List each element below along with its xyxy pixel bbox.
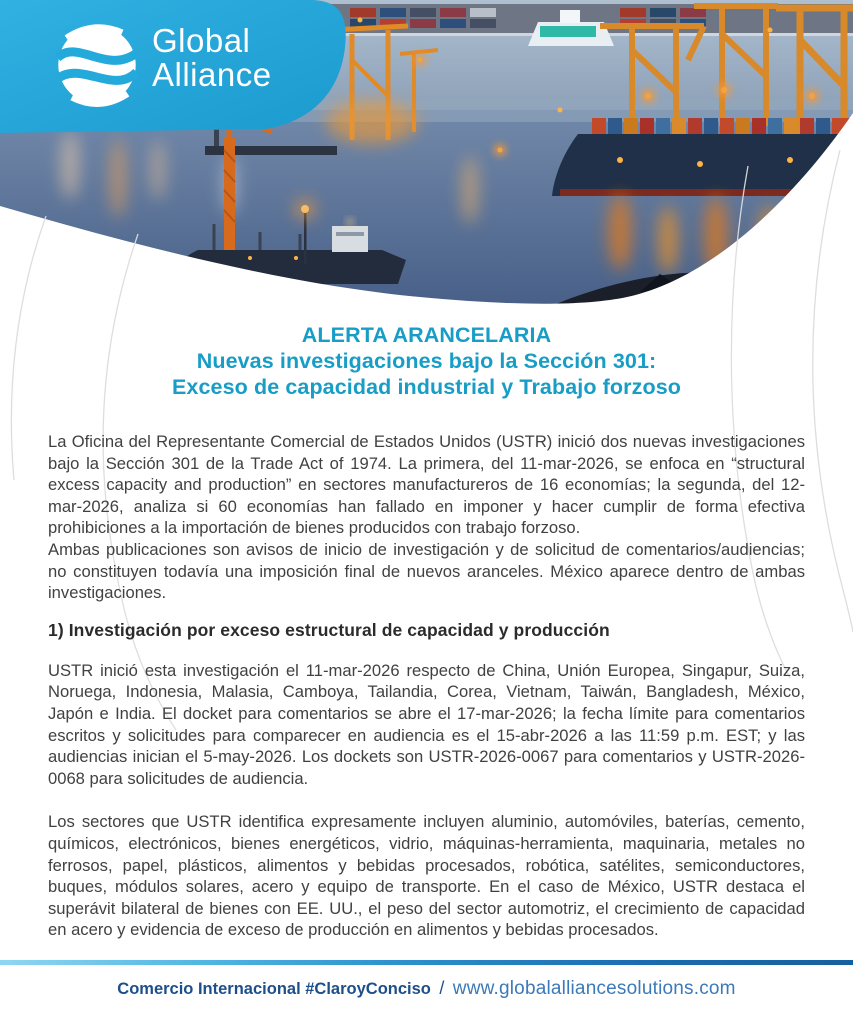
article-content	[0, 322, 853, 941]
brand-word-alliance: Alliance	[152, 56, 272, 93]
globe-swirl-icon	[52, 20, 142, 110]
brand-word-global: Global	[152, 22, 251, 59]
hero-header	[0, 0, 853, 310]
paragraph-sectors: Los sectores que USTR identifica expresamente incluyen aluminio, automóviles, baterías, cemento, químicos, electrónicos, bienes energéticos, vidrio, máquinas-herramienta, maquinaria, metales no ferrosos, papel, plásticos, alimentos y bebidas procesados, robótica, satélites, semiconductores, buques, módulos solares, acero y equipo de transporte. En el caso de México, USTR destaca el superávit bilateral de bienes con EE. UU., el peso del sector automotriz, el crecimiento de capacidad en acero y evidencia de exceso de producción en alimentos y bebidas procesados.	[48, 812, 805, 940]
footer-gradient-bar	[0, 960, 853, 965]
title-line-2: Nuevas investigaciones bajo la Sección 301:	[196, 349, 657, 373]
footer-tagline: Comercio Internacional #ClaroyConciso	[117, 980, 431, 998]
footer-separator: /	[439, 978, 445, 998]
brand-band	[0, 0, 362, 136]
footer	[0, 960, 853, 1024]
section-1-heading: 1) Investigación por exceso estructural de capacidad y producción	[48, 619, 610, 640]
page-title	[48, 322, 805, 400]
title-line-3: Exceso de capacidad industrial y Trabajo forzoso	[171, 375, 681, 399]
paragraph-investigation: USTR inició esta investigación el 11-mar-2026 respecto de China, Unión Europea, Singapur, Suiza, Noruega, Indonesia, Malasia, Camboya, Tailandia, Corea, Vietnam, Taiwán, Bangladesh, México, Japón e India. El docket para comentarios se abre el 17-mar-2026; la fecha límite para comentarios escritos y solicitudes para comparecer en audiencia es el 15-abr-2026 a las 11:59 p.m. EST; y las audiencias inician el 5-may-2026. Los dockets son USTR-2026-0067 para comentarios y USTR-2026-0068 para solicitudes de audiencia.	[48, 660, 805, 788]
footer-website-link[interactable]: www.globalalliancesolutions.com	[452, 978, 736, 999]
brand-wordmark	[152, 24, 272, 92]
title-line-1: ALERTA ARANCELARIA	[301, 323, 552, 347]
paragraph-intro: La Oficina del Representante Comercial de Estados Unidos (USTR) inició dos nuevas investigaciones bajo la Sección 301 de la Trade Act of 1974. La primera, del 11-mar-2026, se enfoca en “structural excess capacity and production” en sectores manufactureros de 16 economías; la segunda, del 12-mar-2026, analiza si 60 economías han fallado en imponer y hacer cumplir de forma efectiva prohibiciones a la importación de bienes producidos con trabajo forzoso.	[48, 432, 805, 538]
footer-text	[0, 978, 853, 1000]
paragraph-scope: Ambas publicaciones son avisos de inicio de investigación y de solicitud de comentarios/audiencias; no constituyen todavía una imposición final de nuevos aranceles. México aparece dentro de ambas investigaciones.	[48, 539, 805, 603]
